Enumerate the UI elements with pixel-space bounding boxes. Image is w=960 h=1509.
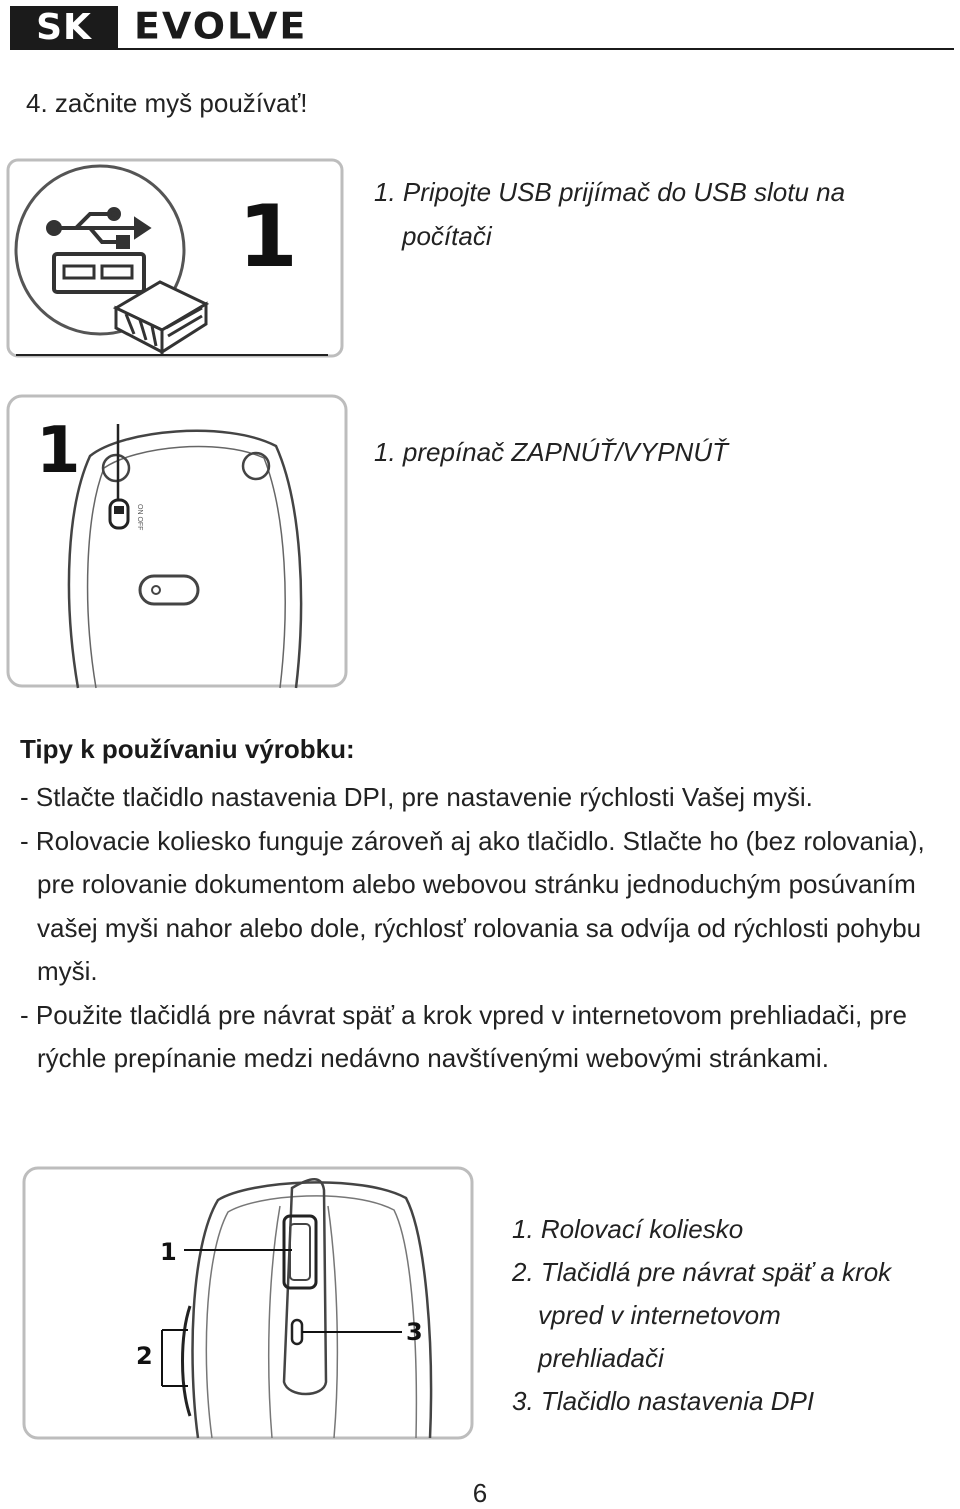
header-divider [118,48,954,50]
tip-item: - Stlačte tlačidlo nastavenia DPI, pre nastavenie rýchlosti Vašej myši. [20,782,813,812]
legend-item-1: 1. Rolovací koliesko [512,1214,744,1244]
mouse-top-figure [22,1166,474,1440]
sensor-window [140,576,198,604]
tip-item: - Rolovacie koliesko funguje zároveň aj ako tlačidlo. Stlačte ho (bez rolovania), pre rolovanie dokumentom alebo webovou stránku jednoduchým posúvaním vašej myši nahor alebo dole, rýchlosť rolovania sa odvíja od rýchlosti pohybu myši. [20,825,925,986]
mouse-foot-right [243,453,269,479]
mouse-bottom-figure [6,394,350,690]
language-badge: SK [10,6,118,50]
svg-text:ON OFF: ON OFF [136,504,143,531]
usb-receiver-figure [6,158,346,360]
side-buttons [183,1306,191,1416]
usb-symbol-icon [48,209,148,247]
step1-caption-line2: počítači [402,221,492,251]
figure-legend [512,1208,891,1423]
callout-3: 3 [406,1318,423,1346]
step1-caption [374,170,845,258]
step1-caption-line1: 1. Pripojte USB prijímač do USB slotu na [374,177,846,207]
figure1-number: 1 [238,187,298,287]
legend-item-3: 3. Tlačidlo nastavenia DPI [512,1386,815,1416]
legend-item-2-cont: vpred v internetovom [538,1300,781,1330]
callout-1: 1 [160,1238,177,1266]
tip-item: - Použite tlačidlá pre návrat späť a krok vpred v internetovom prehliadači, pre rýchle prepínanie medzi nedávno navštívenými webovými stránkami. [20,999,907,1073]
figure2-number: 1 [36,414,81,488]
mouse-foot-left [103,455,129,481]
tips-heading: Tipy k používaniu výrobku: [20,734,355,764]
tips-list [20,776,950,1081]
legend-item-2-cont: prehliadači [538,1343,664,1373]
step2-caption: 1. prepínač ZAPNÚŤ/VYPNÚŤ [374,437,728,467]
legend-item-2: 2. Tlačidlá pre návrat späť a krok [512,1257,892,1287]
brand-logo: EVOLVE [134,5,308,47]
section-title: 4. začnite myš používať! [26,88,308,118]
dpi-button [292,1320,302,1344]
page-number: 6 [472,1478,488,1508]
callout-2: 2 [136,1342,153,1370]
mouse-top-outline [193,1182,431,1438]
